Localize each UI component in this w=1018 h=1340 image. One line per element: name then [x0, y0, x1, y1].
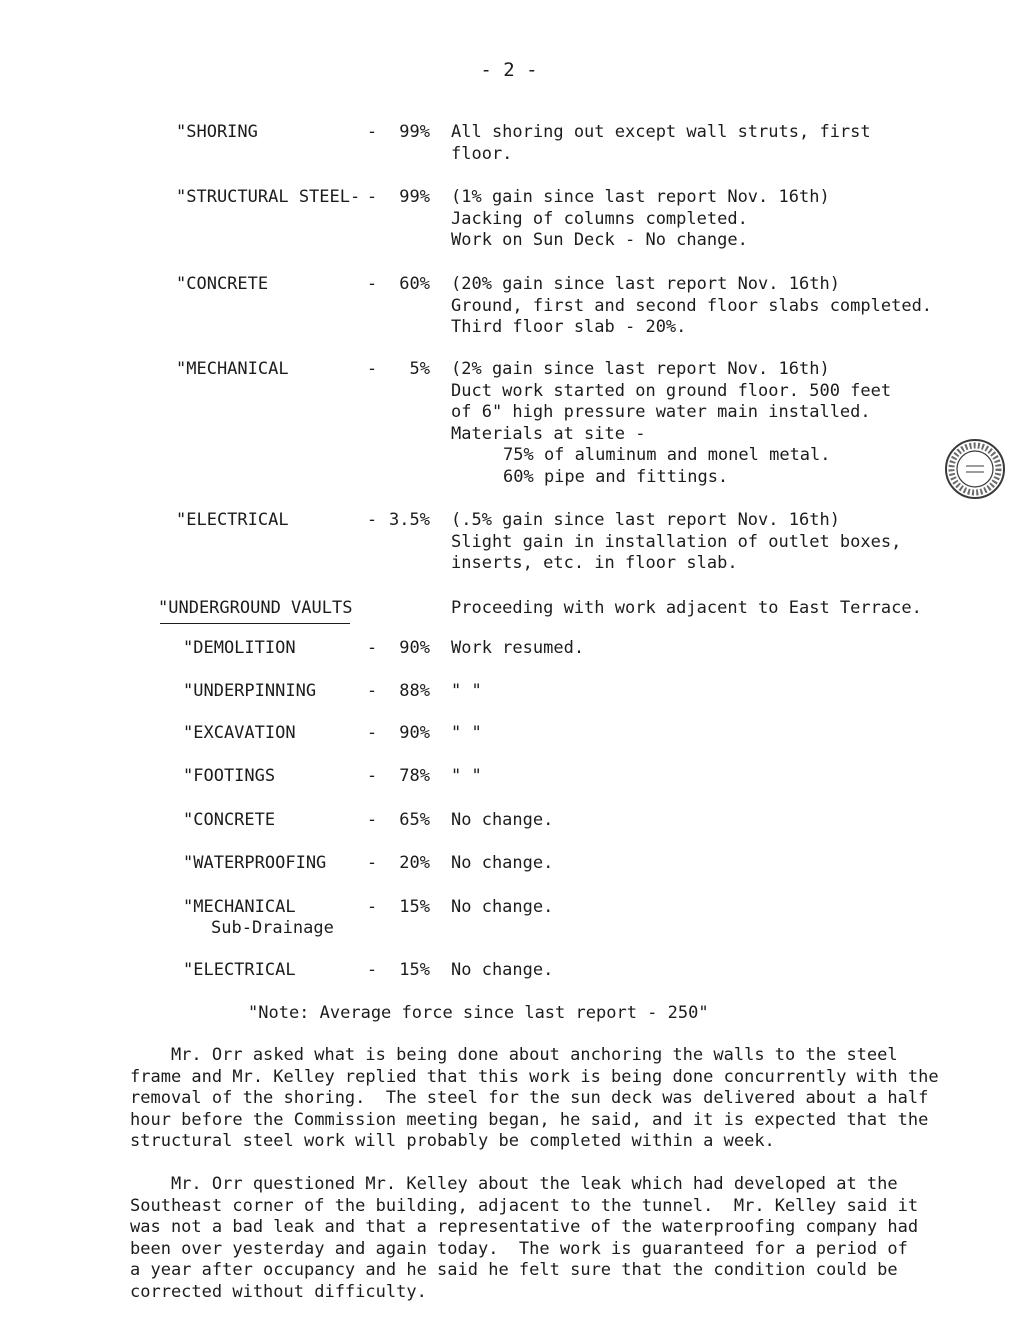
- building-item-description-line: Jacking of columns completed.: [451, 208, 748, 229]
- vault-item-percent: 20%: [399, 853, 430, 873]
- vault-item-dash: -: [366, 810, 378, 830]
- vault-item-description: [451, 960, 553, 982]
- paragraph-line: hour before the Commission meeting began, he said, and it is expected that the: [130, 1109, 929, 1130]
- vault-item-description: [451, 681, 482, 703]
- building-item-label: "CONCRETE: [176, 274, 269, 294]
- building-item-description-line: (.5% gain since last report Nov. 16th): [451, 510, 840, 530]
- vault-item-description-line: No change.: [451, 810, 554, 830]
- building-item-dash: -: [366, 274, 378, 294]
- building-item-description: [451, 359, 891, 488]
- vault-item-percent: 90%: [399, 638, 430, 658]
- vault-item-dash: -: [366, 681, 378, 701]
- paragraph-line: Mr. Orr questioned Mr. Kelley about the leak which had developed at the: [130, 1174, 898, 1194]
- building-item-dash: -: [366, 359, 378, 379]
- building-item-percent: 99%: [399, 122, 430, 142]
- building-item-description-line: floor.: [451, 143, 513, 164]
- building-item-description-line: of 6" high pressure water main installed.: [451, 402, 871, 422]
- paragraph-line: removal of the shoring. The steel for the sun deck was delivered about a half: [130, 1088, 929, 1108]
- vault-item-percent: 65%: [399, 810, 430, 830]
- building-item-description-line: Slight gain in installation of outlet boxes,: [451, 531, 902, 552]
- vault-item-percent: 90%: [399, 723, 430, 743]
- page-number: - 2 -: [480, 59, 538, 81]
- vault-item-description-line: " ": [451, 766, 482, 786]
- vault-item-description-line: " ": [451, 681, 482, 701]
- vault-item-description-line: No change.: [451, 960, 554, 980]
- vault-item-label: "WATERPROOFING: [183, 853, 327, 873]
- vault-item-description: [451, 897, 553, 919]
- paragraph-line: Southeast corner of the building, adjacent to the tunnel. Mr. Kelley said it: [130, 1195, 919, 1216]
- vault-item-percent: 15%: [399, 960, 430, 980]
- building-item-description-line: All shoring out except wall struts, first: [451, 122, 871, 142]
- building-item-percent: 3.5%: [389, 510, 430, 530]
- building-item-label: "STRUCTURAL STEEL-: [176, 187, 361, 207]
- building-item-description-line: (1% gain since last report Nov. 16th): [451, 187, 830, 207]
- building-item-description-line: Ground, first and second floor slabs completed.: [451, 295, 933, 316]
- vault-item-description: [451, 638, 584, 660]
- vault-item-label: "EXCAVATION: [183, 723, 296, 743]
- vault-item-description: [451, 723, 482, 745]
- average-force-note: "Note: Average force since last report - 250": [248, 1003, 709, 1023]
- paragraph-line: frame and Mr. Kelley replied that this work is being done concurrently with the: [130, 1066, 939, 1087]
- building-item-percent: 60%: [399, 274, 430, 294]
- vault-item-description-line: No change.: [451, 897, 554, 917]
- vault-item-label: "DEMOLITION: [183, 638, 296, 658]
- vault-item-description-line: No change.: [451, 853, 554, 873]
- vault-item-description-line: Work resumed.: [451, 638, 585, 658]
- vault-item-label: "FOOTINGS: [183, 766, 276, 786]
- paragraph-line: a year after occupancy and he said he felt sure that the condition could be: [130, 1260, 898, 1280]
- vault-item-description: [451, 853, 553, 875]
- vault-item-description: [451, 766, 482, 788]
- vault-item-dash: -: [366, 897, 378, 917]
- vault-item-dash: -: [366, 766, 378, 786]
- vault-item-percent: 15%: [399, 897, 430, 917]
- building-item-label: "MECHANICAL: [176, 359, 289, 379]
- minutes-paragraph: [130, 1045, 950, 1153]
- building-item-description-line: Work on Sun Deck - No change.: [451, 230, 748, 250]
- vault-item-percent: 78%: [399, 766, 430, 786]
- library-seal-icon: [943, 437, 1007, 501]
- vault-item-label: "UNDERPINNING: [183, 681, 317, 701]
- building-item-dash: -: [366, 187, 378, 207]
- vault-item-dash: -: [366, 638, 378, 658]
- paragraph-line: been over yesterday and again today. The work is guaranteed for a period of: [130, 1238, 908, 1259]
- building-item-label: "ELECTRICAL: [176, 510, 289, 530]
- building-item-description-line: Third floor slab - 20%.: [451, 317, 687, 337]
- building-item-description-line: inserts, etc. in floor slab.: [451, 553, 738, 573]
- building-item-description: [451, 122, 871, 165]
- building-item-percent: 5%: [409, 359, 430, 379]
- building-item-percent: 99%: [399, 187, 430, 207]
- underground-vaults-heading: "UNDERGROUND VAULTS: [158, 598, 353, 618]
- building-item-description-line: (20% gain since last report Nov. 16th): [451, 274, 840, 294]
- building-item-description-line: Duct work started on ground floor. 500 feet: [451, 380, 892, 401]
- building-item-dash: -: [366, 122, 378, 142]
- building-item-material-line: 60% pipe and fittings.: [503, 466, 729, 487]
- vault-item-sublabel: Sub-Drainage: [211, 918, 334, 938]
- vault-item-label: "ELECTRICAL: [183, 960, 296, 980]
- paragraph-line: Mr. Orr asked what is being done about anchoring the walls to the steel: [130, 1045, 898, 1065]
- vault-item-dash: -: [366, 960, 378, 980]
- paragraph-line: was not a bad leak and that a representative of the waterproofing company had: [130, 1217, 919, 1237]
- vault-item-description: [451, 810, 553, 832]
- vault-item-description-line: " ": [451, 723, 482, 743]
- vault-item-label: "MECHANICAL: [183, 897, 296, 917]
- vault-item-label: "CONCRETE: [183, 810, 276, 830]
- building-item-material-line: 75% of aluminum and monel metal.: [503, 445, 831, 465]
- paragraph-line: structural steel work will probably be completed within a week.: [130, 1131, 775, 1151]
- building-item-description: [451, 187, 830, 252]
- minutes-paragraph: [130, 1174, 950, 1303]
- building-item-label: "SHORING: [176, 122, 258, 142]
- paragraph-line: corrected without difficulty.: [130, 1281, 427, 1302]
- underground-vaults-note: Proceeding with work adjacent to East Terrace.: [451, 598, 922, 618]
- vault-item-dash: -: [366, 723, 378, 743]
- vault-item-dash: -: [366, 853, 378, 873]
- vault-item-percent: 88%: [399, 681, 430, 701]
- building-item-description: [451, 274, 932, 339]
- building-item-dash: -: [366, 510, 378, 530]
- building-item-description-line: Materials at site -: [451, 423, 646, 444]
- building-item-description-line: (2% gain since last report Nov. 16th): [451, 359, 830, 379]
- building-item-description: [451, 510, 901, 575]
